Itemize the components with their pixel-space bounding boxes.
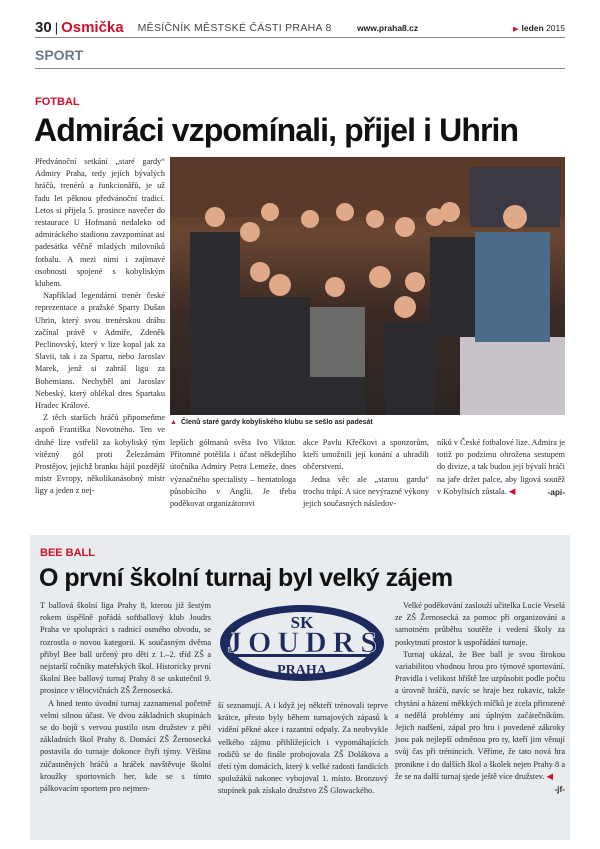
- svg-text:JOUDRS: JOUDRS: [227, 626, 377, 659]
- triangle-icon: ▲: [170, 419, 177, 426]
- article1-col3: akce Pavlu Křečkovi a sponzorům, kteří umožnili její konání a uhradili občerstvení. Jedna věc ale „starou gardu“ trochu trápí. A sice nevýrazné výkony jejich současných následov-: [303, 438, 429, 509]
- section-title: SPORT: [35, 47, 565, 69]
- magazine-title: MĚSÍČNÍK MĚSTSKÉ ČÁSTI PRAHA 8: [137, 21, 332, 34]
- article2-col1: T ballová školní liga Prahy 8, kterou již šestým rokem úspěšně pořádá softballový klub Joudrs Praha ve spolupráci s radnicí osmého obvodu, se rozrostla o novou kategorii. K současným dvěma přibyl Bee ball určený pro děti z 1.–2. tříd ZŠ a nejstarší ročníky mateřských škol. Historicky první školní Bee ballový turnaj Prahy 8 se uskutečnil 9. prosince v tělocvičnách ZŠ Žernosecká. A hned tento úvodní turnaj zaznamenal početně velmi silnou účast. Ve dvou základních skupinách se do bojů s vervou pustilo osm družstev z pěti základních škol Prahy 8. Domácí ZŠ Žernosecká postavila do turnaje dokonce čtyři týmy. Většina zúčastněných hráčů a hráček navštěvuje školní kroužky sportovních her, kde se s tímto pálkovacím sportem pro nejmen-: [40, 601, 211, 794]
- divider: |: [54, 20, 59, 35]
- article2-col2: ší seznamují. A i když jej někteří trénovali teprve krátce, přesto byly během turnajových zápasů k vidění pěkné akce i razantní odpaly. Za neobvykle velkého zájmu přihlížejících i vypomáhajících rodičů se do finále probojovala ZŠ Dolákova a třetí tým domácích, který k velké radosti fandících spolužáků nakonec vybojoval 1. místo. Bronzový stupínek pak získalo družstvo ZŠ Glowackého.: [218, 701, 388, 796]
- sk-joudrs-logo: [218, 602, 386, 684]
- triangle-icon: ▶: [513, 25, 519, 33]
- brand-logo: Osmička: [61, 19, 124, 36]
- photo-people: [170, 157, 565, 415]
- article1-title: Admiráci vzpomínali, přijel i Uhrin: [34, 112, 519, 148]
- author-signature: -jf-: [554, 784, 565, 795]
- end-mark-icon: ◀: [508, 486, 516, 496]
- article1-kicker: FOTBAL: [35, 96, 80, 108]
- article2-col3: Velké poděkování zaslouží učitelka Lucie Veselá ze ZŠ Žernosecká za pomoc při organizování a samotném průběhu soutěže i vedení školy za poskytnutí prostor k uspořádání turnaje. Turnaj ukázal, že Bee ball je svou širokou variabilitou vhodnou hrou pro týmové sportování. Pravidla i velikost hřiště lze uzpůsobit podle počtu a úrovně hráčů, navíc se hraje bez rukavic, takže chytání a házení měkkých míčků je zcela přirozené a nedělá problémy ani úplným začátečníkům. Jejich nadšení, zápal pro hru i povedené zákroky jsou pak nejlepší odměnou pro ty, kteří jim věnují svůj čas při trénincích. Věříme, že tato nová hra pronikne i do dalších škol a školek nejen Prahy 8 a že se na další turnaj sjede ještě více družstev. ◀ -jf-: [395, 601, 565, 795]
- page-number: 30: [35, 19, 52, 36]
- end-mark-icon: ◀: [546, 771, 553, 781]
- svg-text:SK: SK: [290, 613, 314, 632]
- svg-text:PRAHA: PRAHA: [277, 663, 327, 678]
- photo-caption: ▲ Členů staré gardy kobyliského klubu se sešlo asi padesát: [170, 419, 373, 426]
- article1-col4: níků v České fotbalové lize. Admira je totiž po podzimu ohrožena sestupem do divize, a tak budou její bývalí hráči na jaře držet palce, aby ligová soutěž v Kobylisích zůstala. ◀ -api-: [437, 438, 565, 497]
- article2-kicker: BEE BALL: [40, 547, 95, 559]
- website-link[interactable]: www.praha8.cz: [357, 22, 419, 33]
- article1-col2: lepších gólmanů světa Ivo Viktor. Přítomné potěšila i účast někdejšího útočníka Admiry Petra Lemeže, dnes význačného specialisty – hematologa působícího v Anglii. Je třeba poděkovat organizátorovi: [170, 438, 296, 509]
- author-signature: -api-: [547, 486, 565, 497]
- article2-title: O první školní turnaj byl velký zájem: [39, 564, 453, 592]
- issue-date: ▶ leden 2015: [513, 22, 565, 33]
- team-photo: [170, 157, 565, 415]
- page-header: [35, 18, 565, 38]
- article1-col1: Předvánoční setkání „staré gardy“ Admiry Praha, tedy jejích bývalých hráčů, trenérů a funkcionářů, je už řadu let pěknou předvánoční tradicí. Letos si přijela 5. prosince navečer do restaurace U Hofmanů nedaleko od admiráckého stadionu zavzpomínat asi padesátka věčně mladých milovníků fotbalu. A mezi nimi i zajímavé osobnosti spojené s kobyliským klubem. Například legendární trenér české reprezentace a pražské Sparty Dušan Uhrin, který svou trenérskou dráhu začínal právě v Admiře, Zdeněk Peclinovský, který v lize kopal jak za Slavii, tak i za Spartu, nebo Jaroslav Marek, jenž si zahrál ligu za Bohemians. Nechyběl ani Jaroslav Nebeský, který oblékal dres Spartaku Hradec Králové. Z těch starších hráčů připomeňme aspoň Františka Novotného. Ten ve druhé lize vstřelil za kobyliský tým vítězný gól proti Železárnám Prostějov, jejichž branku hájil pozdější mistr Evropy, několikanásobný mistr ligy a jeden z nej-: [35, 157, 165, 496]
